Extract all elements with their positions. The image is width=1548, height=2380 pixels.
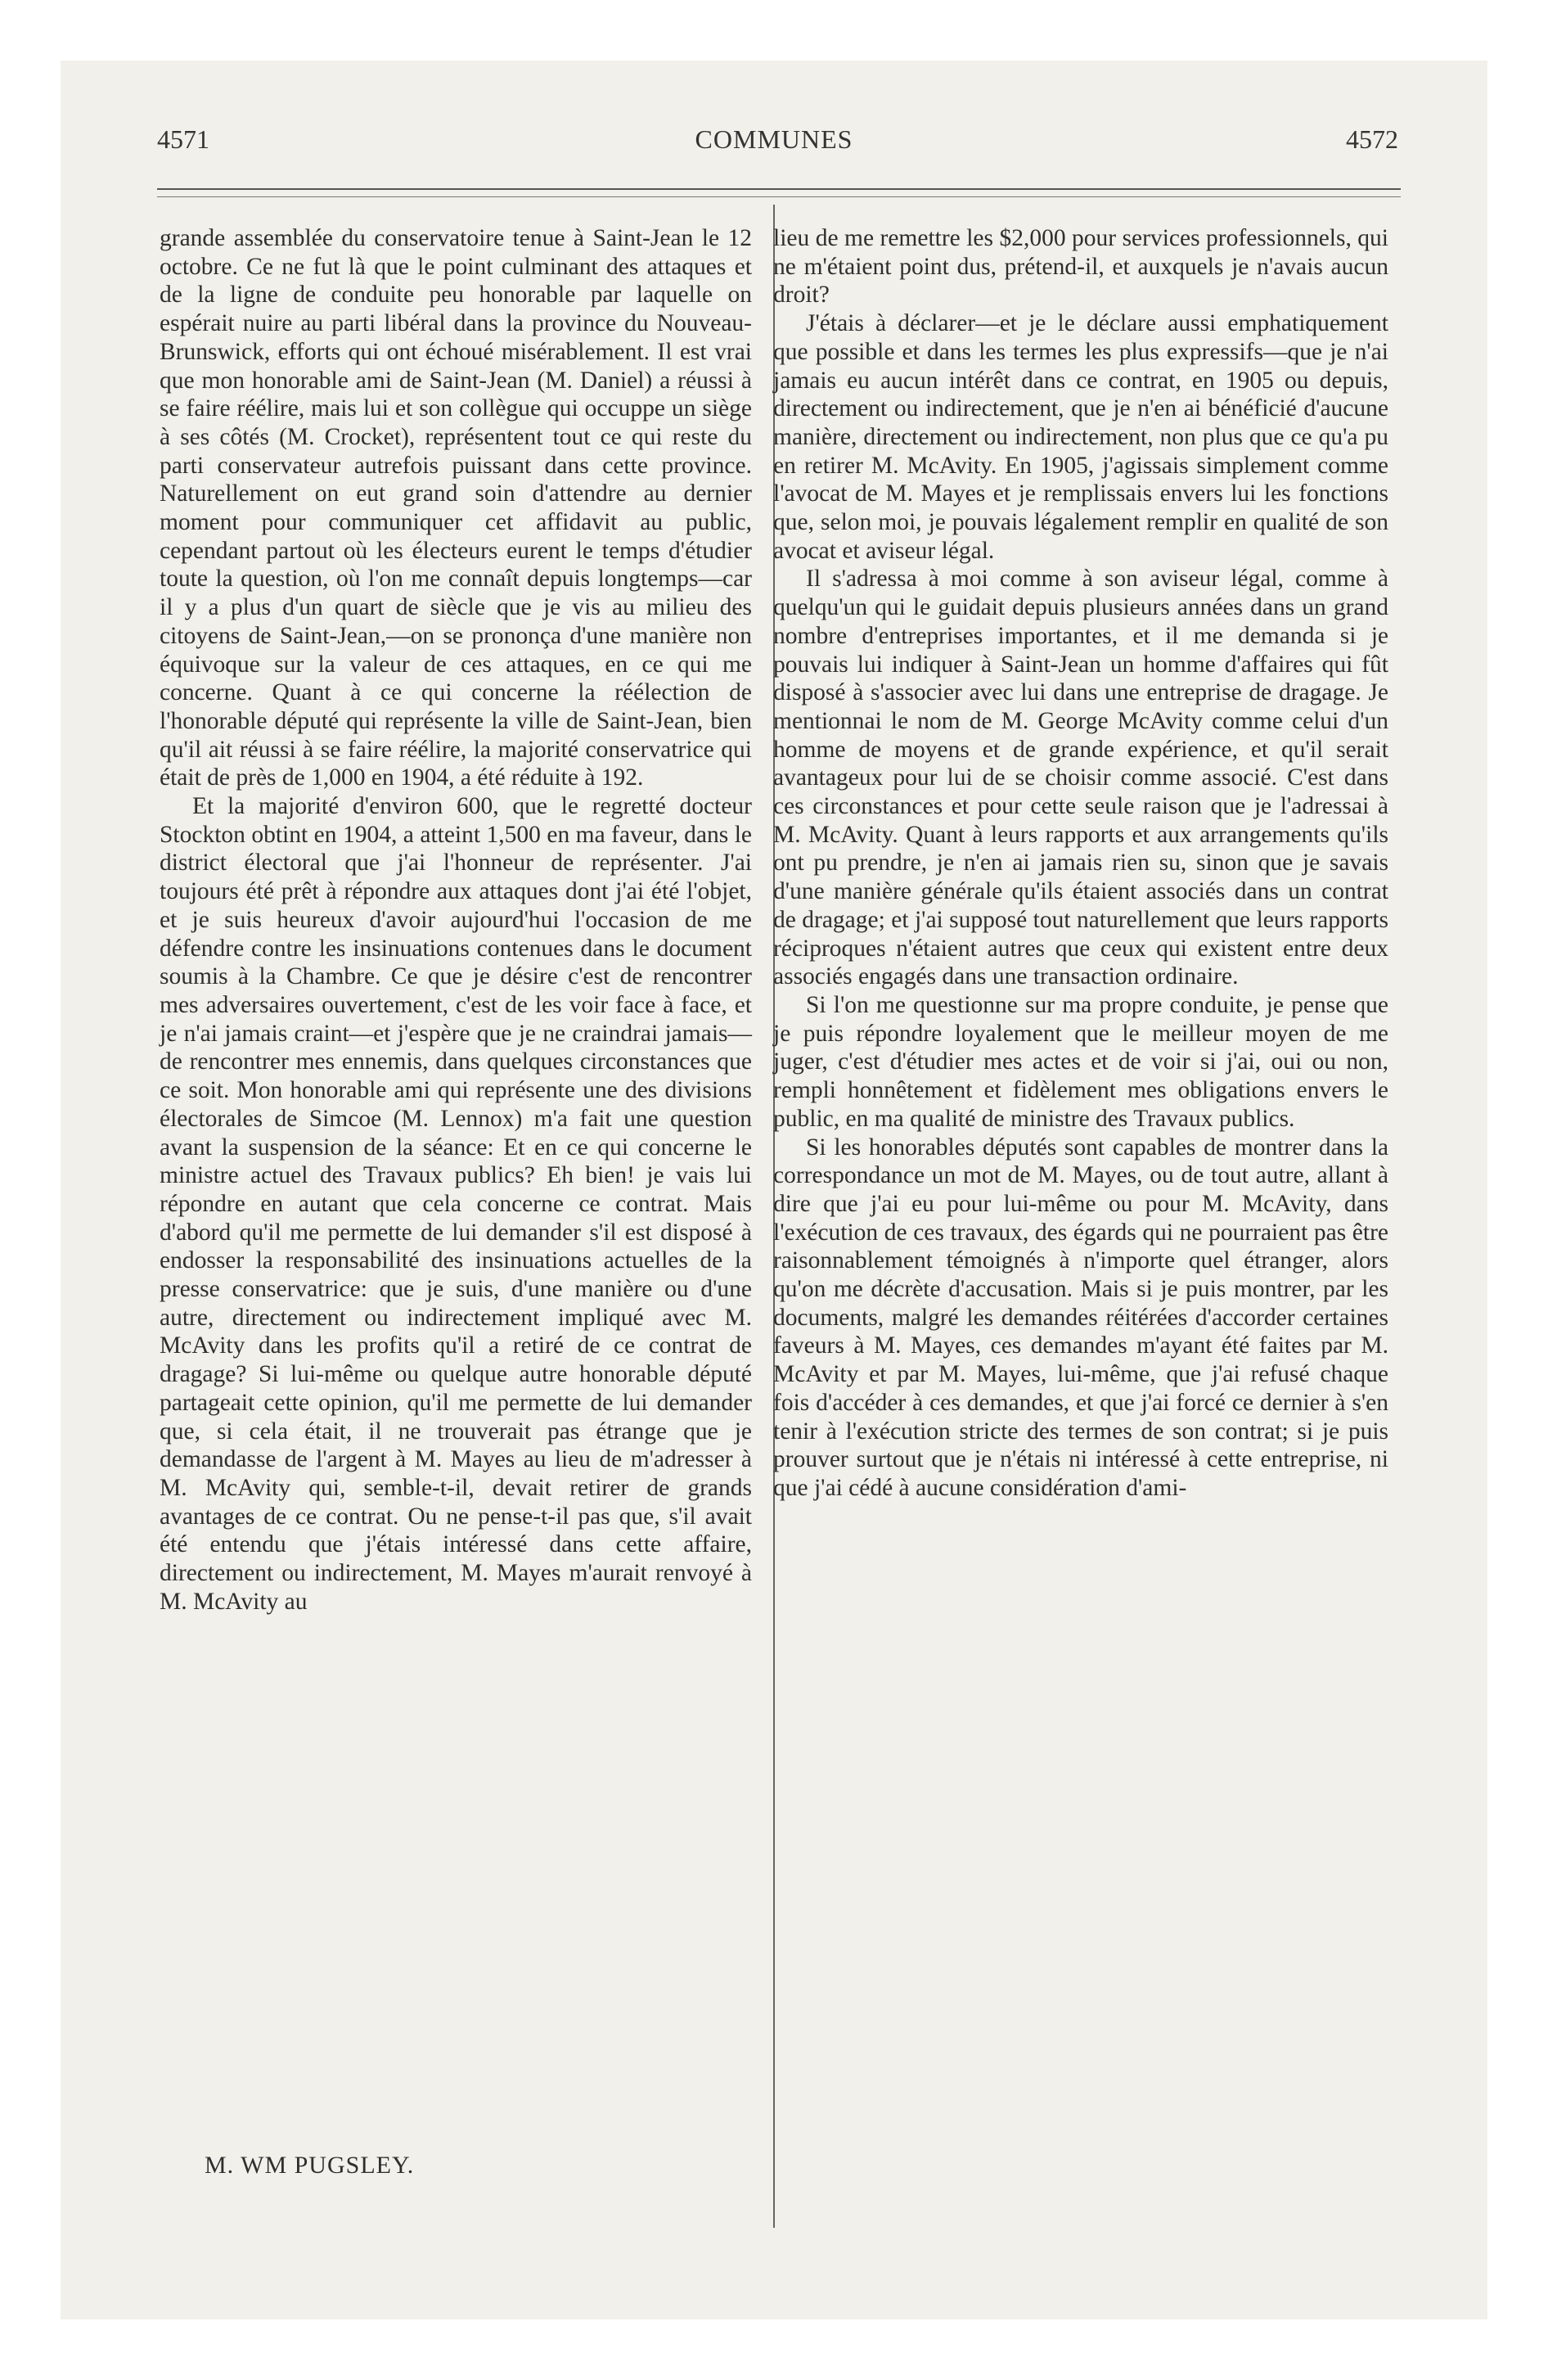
left-paragraph-1: grande assemblée du conservatoire tenue à Saint-Jean le 12 octobre. Ce ne fut là que le point culminant des attaques et de la ligne de conduite peu honorable par laquelle on espérait nuire au parti libéral dans la province du Nouveau-Brunswick, efforts qui ont échoué misérablement. Il est vrai que mon honorable ami de Saint-Jean (M. Daniel) a réussi à se faire réélire, mais lui et son collègue qui occuppe un siège à ses côtés (M. Crocket), représentent tout ce qui reste du parti conservateur autrefois puissant dans cette province. Naturellement on eut grand soin d'attendre au dernier moment pour communiquer cet affidavit au public, cependant partout où les électeurs eurent le temps d'étudier toute la question, où l'on me connaît depuis longtemps—car il y a plus d'un quart de siècle que je vis au milieu des citoyens de Saint-Jean,—on se prononça d'une manière non équivoque sur la valeur de ces attaques, en ce qui me concerne. Quant à ce qui concerne la réélection de l'honorable député qui représente la ville de Saint-Jean, bien qu'il ait réussi à se faire réélire, la majorité conservatrice qui était de près de 1,000 en 1904, a été réduite à 192. (160, 225, 752, 791)
left-paragraph-2: Et la majorité d'environ 600, que le regretté docteur Stockton obtint en 1904, a atteint 1,500 en ma faveur, dans le district électoral que j'ai l'honneur de représenter. J'ai toujours été prêt à répondre aux attaques dont j'ai été l'objet, et je suis heureux d'avoir aujourd'hui l'occasion de me défendre contre les insinuations contenues dans le document soumis à la Chambre. Ce que je désire c'est de rencontrer mes adversaires ouvertement, c'est de les voir face à face, et je n'ai jamais craint—et j'espère que je ne craindrai jamais—de rencontrer mes ennemis, dans quelques circonstances que ce soit. Mon honorable ami qui représente une des divisions électorales de Simcoe (M. Lennox) m'a fait une question avant la suspension de la séance: Et en ce qui concerne le ministre actuel des Travaux publics? Eh bien! je vais lui répondre en autant que cela concerne ce contrat. Mais d'abord qu'il me permette de lui demander s'il est disposé à endosser la responsabilité des insinuations actuelles de la presse conservatrice: que je suis, d'une manière ou d'une autre, directement ou indirectement impliqué avec M. McAvity dans les profits qu'il a retiré de ce contrat de dragage? Si lui-même ou quelque autre honorable député partageait cette opinion, qu'il me permette de lui demander que, si cela était, il ne trouverait pas étrange que je demandasse de l'argent à M. Mayes au lieu de m'adresser à M. McAvity qui, semble-t-il, devait retirer de grands avantages de ce contrat. Ou ne pense-t-il pas que, s'il avait été entendu que j'étais intéressé dans cette affaire, directement ou indirectement, M. Mayes m'aurait renvoyé à M. McAvity au (160, 793, 752, 1615)
right-paragraph-4: Si l'on me questionne sur ma propre conduite, je pense que je puis répondre loyalement que le meilleur moyen de me juger, c'est d'étudier mes actes et de voir si j'ai, oui ou non, rempli honnêtement et fidèlement mes obligations envers le public, en ma qualité de ministre des Travaux publics. (773, 991, 1388, 1132)
right-column (773, 224, 1388, 1503)
page-number-right: 4572 (1346, 124, 1398, 154)
speaker-footer: M. WM PUGSLEY. (205, 2152, 415, 2179)
page-number-left: 4571 (157, 124, 209, 154)
running-title: COMMUNES (695, 124, 853, 154)
right-paragraph-3: Il s'adressa à moi comme à son aviseur légal, comme à quelqu'un qui le guidait depuis plusieurs années dans un grand nombre d'entreprises importantes, et il me demanda si je pouvais lui indiquer à Saint-Jean un homme d'affaires qui fût disposé à s'associer avec lui dans une entreprise de dragage. Je mentionnai le nom de M. George McAvity comme celui d'un homme de moyens et de grande expérience, et qu'il serait avantageux pour lui de se choisir comme associé. C'est dans ces circonstances et pour cette seule raison que je l'adressai à M. McAvity. Quant à leurs rapports et aux arrangements qu'ils ont pu prendre, je n'en ai jamais rien su, sinon que je savais d'une manière générale qu'ils étaient associés dans un contrat de dragage; et j'ai supposé tout naturellement que leurs rapports réciproques n'étaient autres que ceux qui existent entre deux associés engagés dans une transaction ordinaire. (773, 566, 1388, 990)
header-rule-thin (157, 196, 1401, 197)
left-column (160, 224, 752, 1616)
right-paragraph-2: J'étais à déclarer—et je le déclare aussi emphatiquement que possible et dans les termes les plus expressifs—que je n'ai jamais eu aucun intérêt dans ce contrat, en 1905 ou depuis, directement ou indirectement, que je n'en ai bénéficié d'aucune manière, directement ou indirectement, non plus que ce qu'a pu en retirer M. McAvity. En 1905, j'agissais simplement comme l'avocat de M. Mayes et je remplissais envers lui les fonctions que, selon moi, je pouvais légalement remplir en qualité de son avocat et aviseur légal. (773, 310, 1388, 564)
header-rule (157, 188, 1401, 190)
right-paragraph-1: lieu de me remettre les $2,000 pour services professionnels, qui ne m'étaient point dus, prétend-il, et auxquels je n'avais aucun droit? (773, 225, 1388, 309)
right-paragraph-5: Si les honorables députés sont capables de montrer dans la correspondance un mot de M. Mayes, ou de tout autre, allant à dire que j'ai eu pour lui-même ou pour M. McAvity, dans l'exécution de ces travaux, des égards qui ne pourraient pas être raisonnablement témoignés à n'importe quel étranger, alors qu'on me décrète d'accusation. Mais si je puis montrer, par les documents, malgré les demandes réitérées d'accorder certaines faveurs à M. Mayes, ces demandes m'ayant été faites par M. McAvity et par M. Mayes, lui-même, que j'ai refusé chaque fois d'accéder à ces demandes, et que j'ai forcé ce dernier à s'en tenir à l'exécution stricte des termes de son contrat; si je puis prouver surtout que je n'étais ni intéressé à cette entreprise, ni que j'ai cédé à aucune considération d'ami- (773, 1134, 1388, 1501)
